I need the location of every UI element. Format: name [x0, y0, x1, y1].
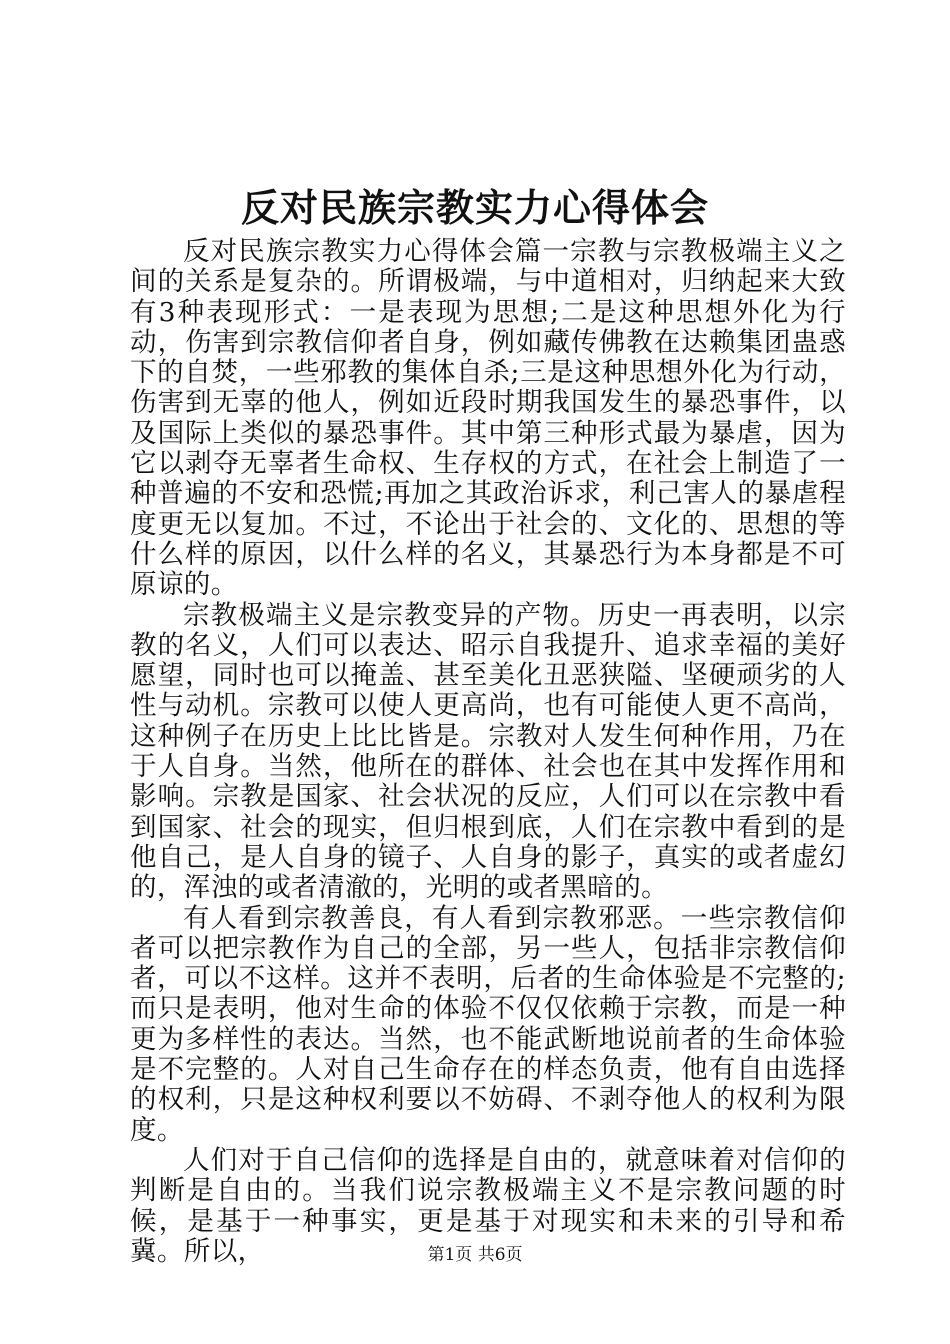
- page-number-footer: 第1页 共6页: [427, 1245, 523, 1265]
- paragraph-4: 人们对于自己信仰的选择是自由的，就意味着对信仰的判断是自由的。当我们说宗教极端主义不是宗教问题的时候，是基于一种事实，更是基于对现实和未来的引导和希冀。所以，: [130, 1144, 846, 1267]
- paragraph-2: 宗教极端主义是宗教变异的产物。历史一再表明，以宗教的名义，人们可以表达、昭示自我提升、追求幸福的美好愿望，同时也可以掩盖、甚至美化丑恶狭隘、坚硬顽劣的人性与动机。宗教可以使人更高尚，也有可能使人更不高尚，这种例子在历史上比比皆是。宗教对人发生何种作用，乃在于人自身。当然，他所在的群体、社会也在其中发挥作用和影响。宗教是国家、社会状况的反应，人们可以在宗教中看到国家、社会的现实，但归根到底，人们在宗教中看到的是他自己，是人自身的镜子、人自身的影子，真实的或者虚幻的，浑浊的或者清澈的，光明的或者黑暗的。: [130, 599, 846, 904]
- paragraph-3: 有人看到宗教善良，有人看到宗教邪恶。一些宗教信仰者可以把宗教作为自己的全部，另一些人，包括非宗教信仰者，可以不这样。这并不表明，后者的生命体验是不完整的;而只是表明，他对生命的体验不仅仅依赖于宗教，而是一种更为多样性的表达。当然，也不能武断地说前者的生命体验是不完整的。人对自己生命存在的样态负责，他有自由选择的权利，只是这种权利要以不妨碍、不剥夺他人的权利为限度。: [130, 902, 846, 1146]
- paragraph-1: 反对民族宗教实力心得体会篇一宗教与宗教极端主义之间的关系是复杂的。所谓极端，与中道相对，归纳起来大致有3种表现形式：一是表现为思想;二是这种思想外化为行动，伤害到宗教信仰者自身，例如藏传佛教在达赖集团蛊惑下的自焚，一些邪教的集体自杀;三是这种思想外化为行动，伤害到无辜的他人，例如近段时期我国发生的暴恐事件，以及国际上类似的暴恐事件。其中第三种形式最为暴虐，因为它以剥夺无辜者生命权、生存权的方式，在社会上制造了一种普遍的不安和恐慌;再加之其政治诉求，利己害人的暴虐程度更无以复加。不过，不论出于社会的、文化的、思想的等什么样的原因，以什么样的名义，其暴恐行为本身都是不可原谅的。: [130, 236, 846, 601]
- document-title: 反对民族宗教实力心得体会: [240, 185, 709, 230]
- document-body: [130, 237, 846, 1267]
